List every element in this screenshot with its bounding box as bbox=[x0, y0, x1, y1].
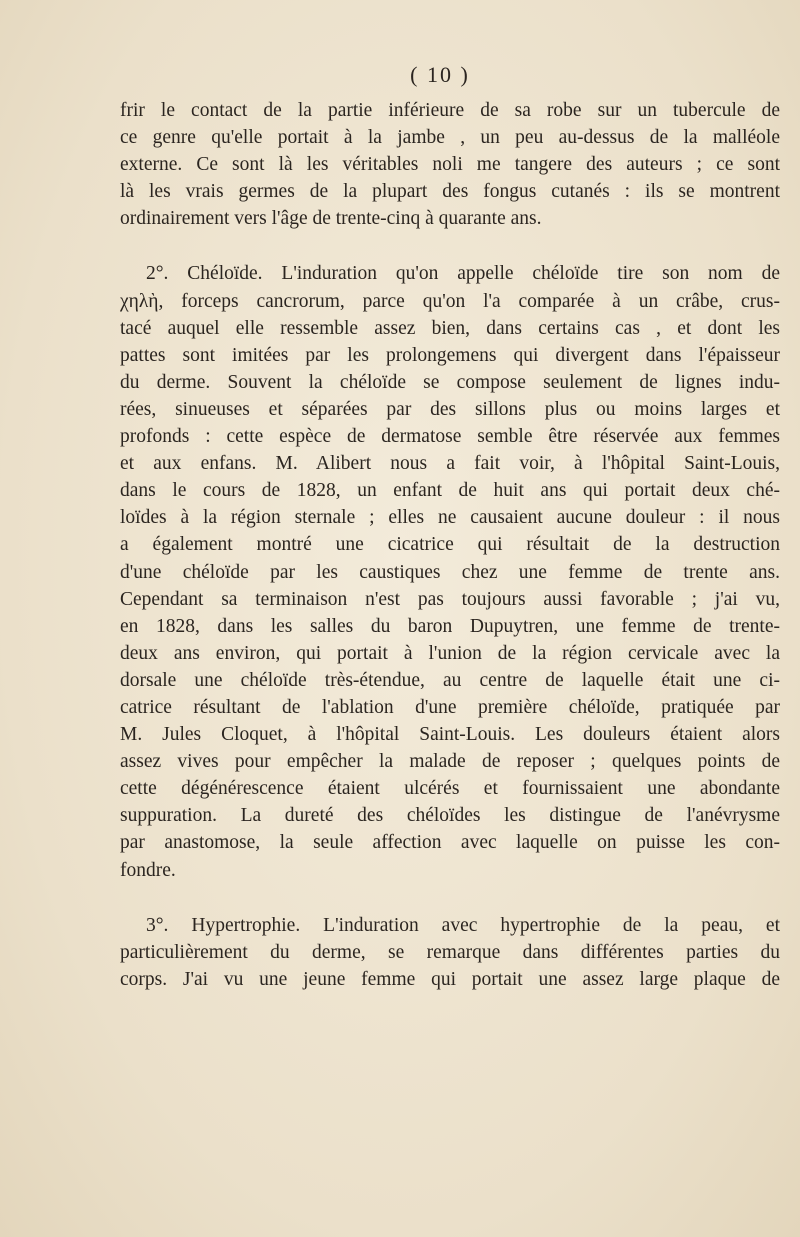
paragraph-3-hypertrophie bbox=[120, 912, 780, 993]
text-line: loïdes à la région sternale ; elles ne causaient aucune douleur : il nous bbox=[120, 507, 780, 529]
text-line: χηλὴ, forceps cancrorum, parce qu'on l'a comparée à un crâbe, crus- bbox=[120, 290, 780, 312]
text-line: d'une chéloïde par les caustiques chez une femme de trente ans. bbox=[120, 561, 780, 583]
text-line: en 1828, dans les salles du baron Dupuytren, une femme de trente- bbox=[120, 615, 780, 637]
text-line: là les vrais germes de la plupart des fongus cutanés : ils se montrent bbox=[120, 181, 780, 203]
text-line: dans le cours de 1828, un enfant de huit ans qui portait deux ché- bbox=[120, 480, 780, 502]
page-body bbox=[120, 97, 780, 993]
paragraph-1 bbox=[120, 97, 780, 232]
text-line: 3°. Hypertrophie. L'induration avec hypertrophie de la peau, et bbox=[146, 914, 780, 936]
paragraph-2-cheloide bbox=[120, 260, 780, 883]
text-line: assez vives pour empêcher la malade de reposer ; quelques points de bbox=[120, 751, 780, 773]
text-line: 2°. Chéloïde. L'induration qu'on appelle chéloïde tire son nom de bbox=[146, 263, 780, 285]
text-line: profonds : cette espèce de dermatose semble être réservée aux femmes bbox=[120, 426, 780, 448]
text-line: du derme. Souvent la chéloïde se compose seulement de lignes indu- bbox=[120, 371, 780, 393]
text-line: et aux enfans. M. Alibert nous a fait voir, à l'hôpital Saint-Louis, bbox=[120, 453, 780, 475]
text-line: Cependant sa terminaison n'est pas toujours aussi favorable ; j'ai vu, bbox=[120, 588, 780, 610]
text-line: catrice résultant de l'ablation d'une première chéloïde, pratiquée par bbox=[120, 696, 780, 718]
text-line: ordinairement vers l'âge de trente-cinq à quarante ans. bbox=[120, 208, 542, 230]
text-line: frir le contact de la partie inférieure de sa robe sur un tubercule de bbox=[120, 100, 780, 121]
text-line: pattes sont imitées par les prolongemens qui divergent dans l'épaisseur bbox=[120, 344, 780, 366]
text-line: ce genre qu'elle portait à la jambe , un peu au-dessus de la malléole bbox=[120, 127, 780, 149]
text-line: par anastomose, la seule affection avec laquelle on puisse les con- bbox=[120, 832, 780, 854]
text-line: dorsale une chéloïde très-étendue, au centre de laquelle était une ci- bbox=[120, 669, 780, 691]
text-line: particulièrement du derme, se remarque dans différentes parties du bbox=[120, 941, 780, 963]
text-line: deux ans environ, qui portait à l'union de la région cervicale avec la bbox=[120, 642, 780, 664]
text-line: M. Jules Cloquet, à l'hôpital Saint-Louis. Les douleurs étaient alors bbox=[120, 724, 780, 746]
text-line: suppuration. La dureté des chéloïdes les distingue de l'anévrysme bbox=[120, 805, 780, 827]
text-line: cette dégénérescence étaient ulcérés et fournissaient une abondante bbox=[120, 778, 780, 800]
text-line: rées, sinueuses et séparées par des sillons plus ou moins larges et bbox=[120, 398, 780, 420]
text-line: corps. J'ai vu une jeune femme qui portait une assez large plaque de bbox=[120, 968, 780, 990]
text-line: a également montré une cicatrice qui résultait de la destruction bbox=[120, 534, 780, 556]
text-line: fondre. bbox=[120, 859, 176, 881]
page-number: ( 10 ) bbox=[410, 62, 470, 87]
text-line: externe. Ce sont là les véritables noli me tangere des auteurs ; ce sont bbox=[120, 154, 780, 176]
text-line: tacé auquel elle ressemble assez bien, dans certains cas , et dont les bbox=[120, 317, 780, 339]
